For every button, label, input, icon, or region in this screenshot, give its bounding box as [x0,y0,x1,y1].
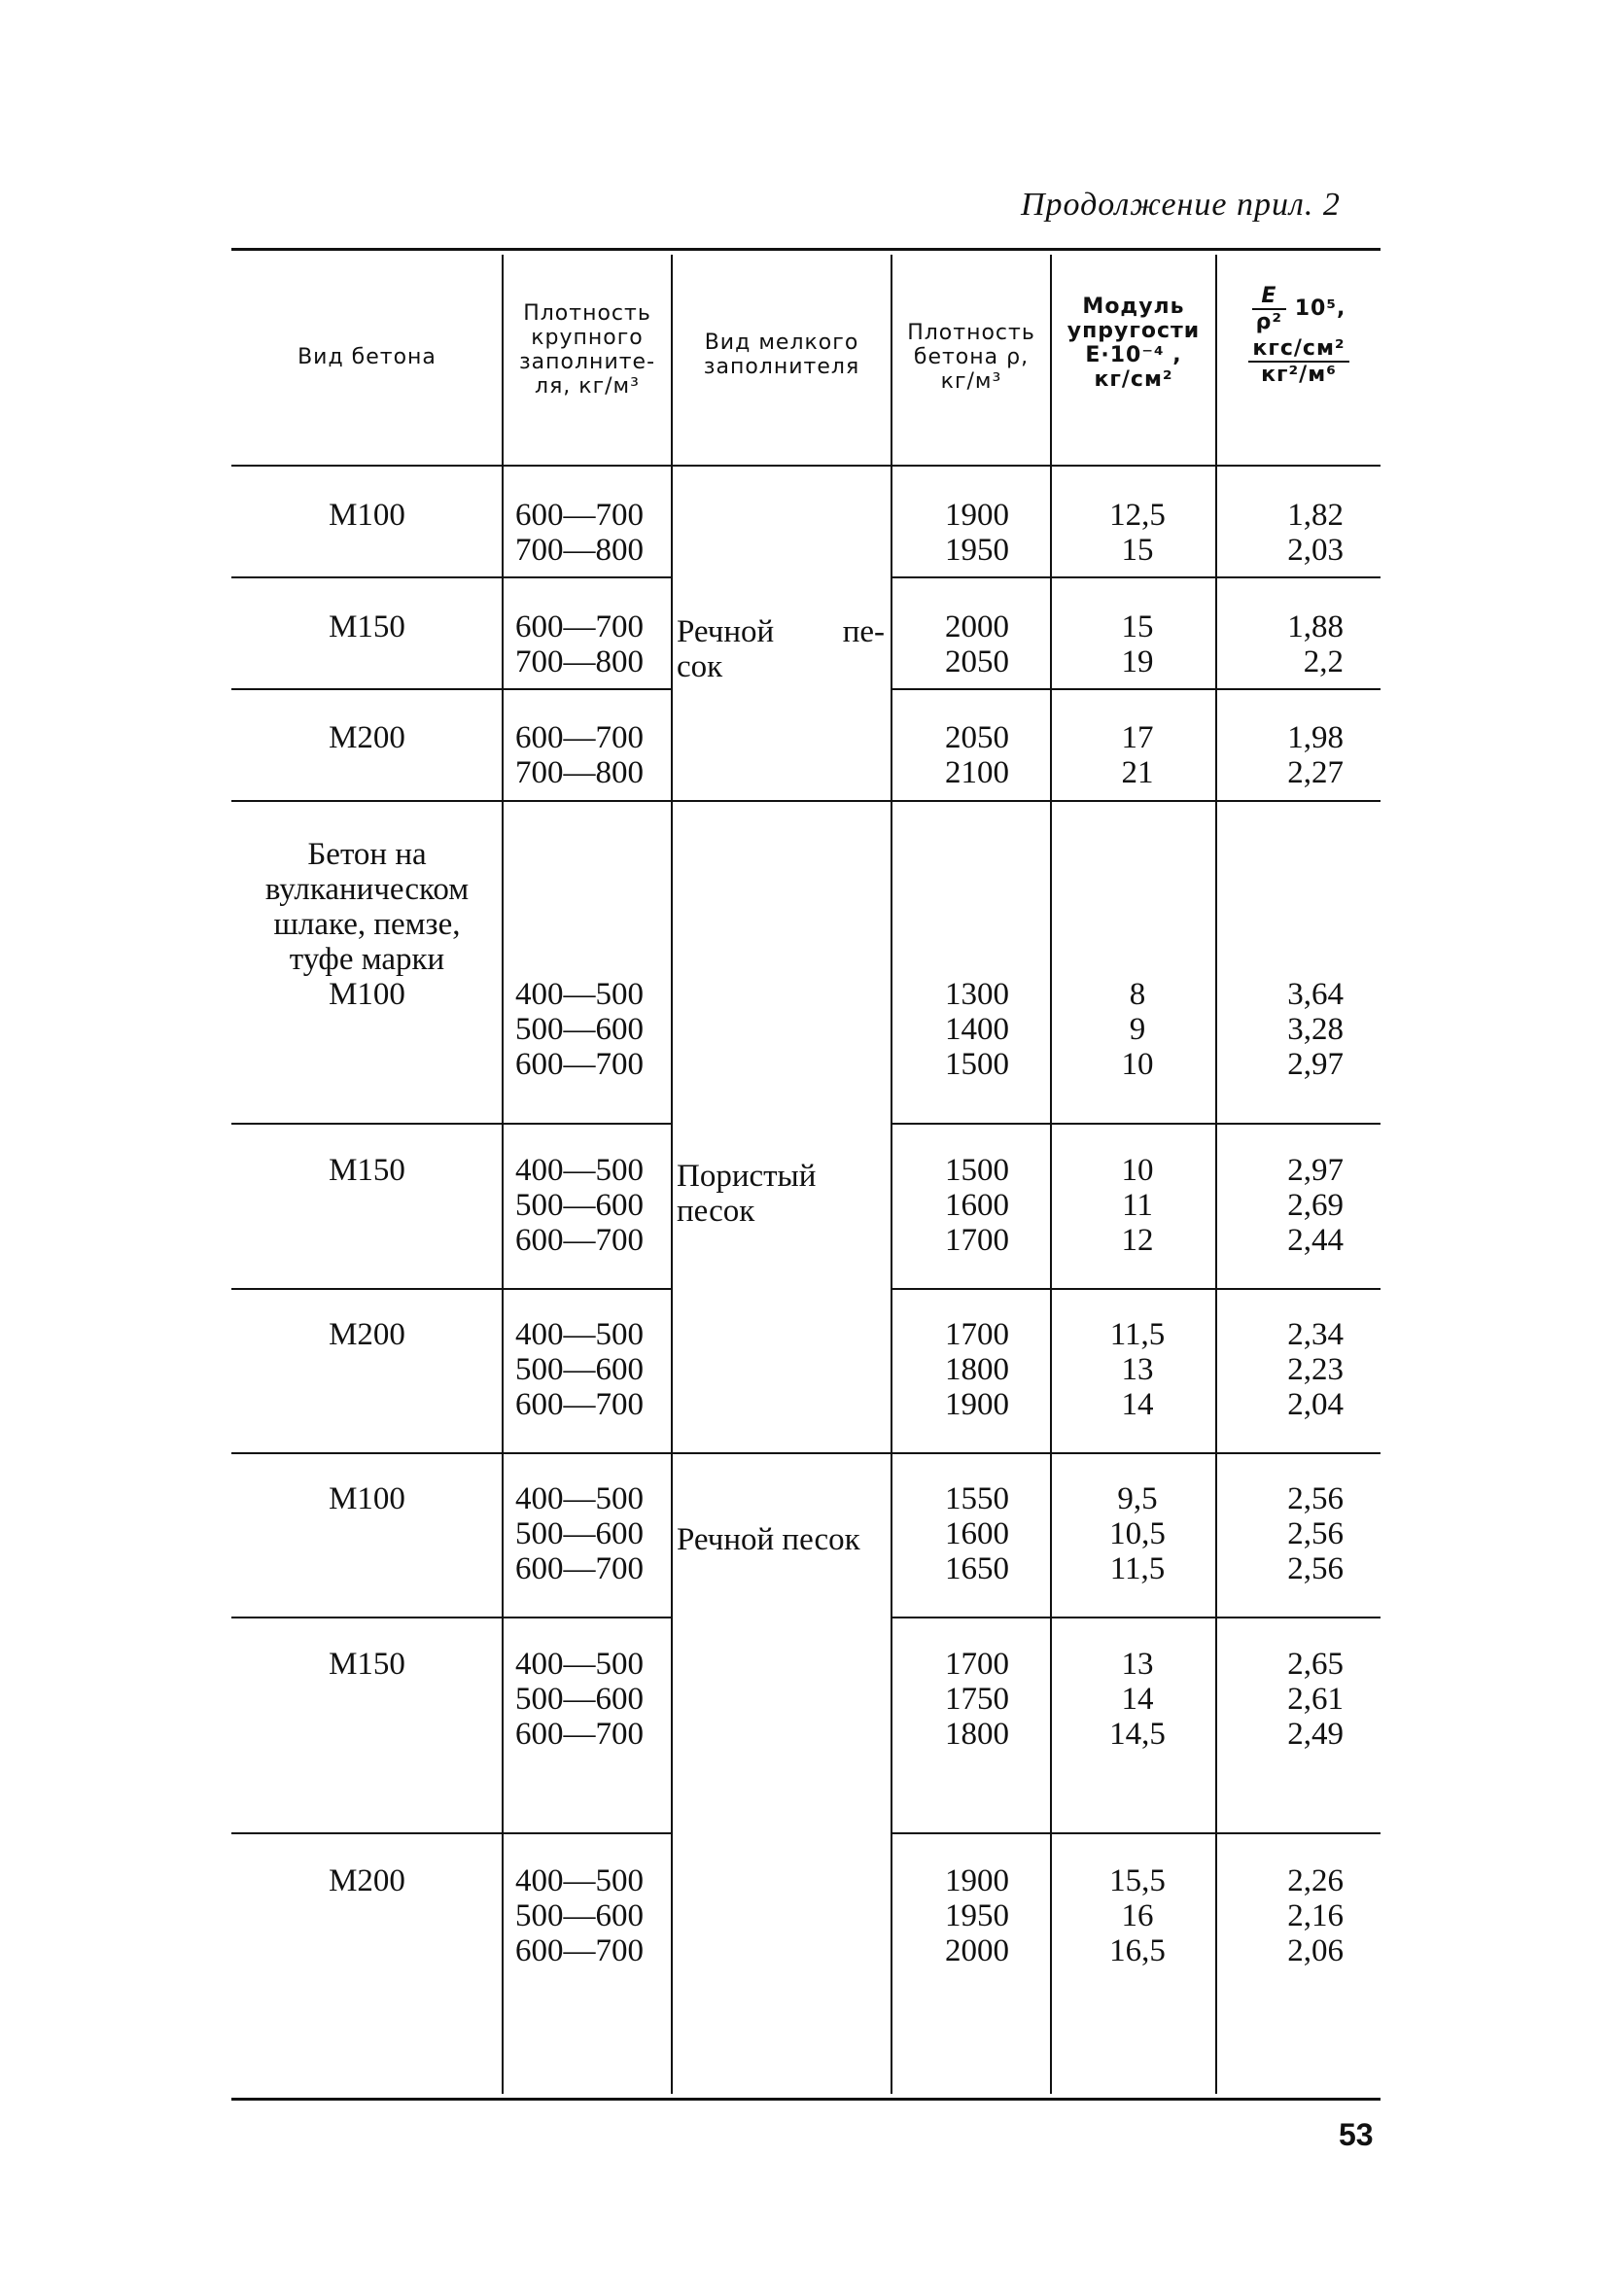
cell-grade [233,498,501,533]
modulus-line: 13 [1121,1352,1154,1387]
cell-modulus [1079,1317,1196,1422]
row-rule [891,1617,1381,1618]
density-line: 1900 [945,1387,1009,1422]
modulus-line: 21 [1121,755,1154,790]
coarse-line: 700—800 [515,644,644,679]
density-line: 1400 [945,1012,1009,1047]
cell-ratio [1217,1317,1344,1422]
cell-grade [233,837,501,1012]
header-modulus: Модуль упругости E·10⁻⁴ , кг/см² [1066,295,1201,392]
modulus-line: 10 [1121,1153,1154,1188]
cell-ratio [1217,1481,1344,1586]
modulus-line: 9 [1129,1012,1146,1047]
table-top-rule [231,248,1381,251]
cell-ratio [1217,1647,1344,1752]
cell-ratio [1217,609,1344,679]
coarse-line: 500—600 [515,1516,644,1551]
cell-ratio [1217,977,1344,1082]
modulus-line: 10 [1121,1047,1154,1082]
cell-grade [233,1647,501,1682]
row-rule [891,1288,1381,1290]
cell-coarse [515,720,671,790]
column-rule [502,255,504,2094]
grade-line: М100 [329,977,405,1012]
row-rule [231,576,671,578]
ratio-line: 2,2 [1303,644,1344,679]
row-rule [891,576,1381,578]
cell-modulus [1079,977,1196,1082]
cell-ratio [1217,1863,1344,1968]
header-concrete-type: Вид бетона [297,345,437,369]
coarse-line: 500—600 [515,1012,644,1047]
ratio-line: 2,44 [1287,1223,1344,1258]
modulus-line: 9,5 [1117,1481,1158,1516]
cell-modulus [1079,1647,1196,1752]
density-line: 1950 [945,1898,1009,1933]
ratio-line: 2,61 [1287,1682,1344,1717]
modulus-line: 14,5 [1109,1717,1166,1752]
cell-coarse [515,1481,671,1586]
cell-coarse [515,498,671,568]
page-number: 53 [1339,2117,1374,2152]
coarse-line: 400—500 [515,1863,644,1898]
density-line: 2050 [945,644,1009,679]
density-line: 1700 [945,1223,1009,1258]
row-rule [231,1123,671,1125]
modulus-line: 13 [1121,1647,1154,1682]
modulus-line: 14 [1121,1387,1154,1422]
grade-line: вулканическом [264,872,470,907]
density-line: 2050 [945,720,1009,755]
cell-density [892,1647,1009,1752]
cell-density [892,1863,1009,1968]
grade-line: туфе марки [289,942,445,977]
cell-grade [233,1481,501,1516]
ratio-line: 2,16 [1287,1898,1344,1933]
density-line: 1550 [945,1481,1009,1516]
ratio-line: 1,98 [1287,720,1344,755]
header-coarse-density: Плотность крупного заполните- ля, кг/м³ [518,301,656,399]
coarse-line: 400—500 [515,1647,644,1682]
grade-line: М200 [329,1863,405,1898]
coarse-line: 400—500 [515,1481,644,1516]
cell-grade [233,1317,501,1352]
density-line: 1700 [945,1317,1009,1352]
density-line: 1600 [945,1516,1009,1551]
coarse-line: 600—700 [515,1047,644,1082]
row-rule [891,1123,1381,1125]
ratio-line: 2,34 [1287,1317,1344,1352]
row-rule [231,1617,671,1618]
ratio-line: 2,27 [1287,755,1344,790]
modulus-line: 19 [1121,644,1154,679]
cell-modulus [1079,720,1196,790]
density-line: 1600 [945,1188,1009,1223]
coarse-line: 600—700 [515,498,644,533]
row-rule [231,688,671,690]
continuation-note: Продолжение прил. 2 [1021,187,1341,223]
ratio-line: 2,97 [1287,1153,1344,1188]
fine-aggregate-river-sand: Речной песок [677,1522,860,1557]
coarse-line: 600—700 [515,1933,644,1968]
density-line: 2100 [945,755,1009,790]
cell-density [892,498,1009,568]
modulus-line: 16,5 [1109,1933,1166,1968]
density-line: 1500 [945,1153,1009,1188]
grade-line: М150 [329,1647,405,1682]
grade-line: М200 [329,720,405,755]
cell-density [892,977,1009,1082]
header-ratio [1217,284,1381,387]
coarse-line: 600—700 [515,1551,644,1586]
coarse-line: 600—700 [515,1717,644,1752]
header-fine-aggregate: Вид мелкого заполнителя [703,330,860,379]
ratio-line: 2,56 [1287,1551,1344,1586]
density-line: 1900 [945,498,1009,533]
cell-ratio [1217,498,1344,568]
grade-line: шлаке, пемзе, [273,907,461,942]
row-rule [891,1832,1381,1834]
density-line: 1950 [945,533,1009,568]
modulus-line: 12,5 [1109,498,1166,533]
cell-modulus [1079,1153,1196,1258]
coarse-line: 600—700 [515,1223,644,1258]
modulus-line: 11,5 [1109,1317,1166,1352]
modulus-line: 12 [1121,1223,1154,1258]
cell-grade [233,720,501,755]
modulus-line: 11,5 [1109,1551,1166,1586]
ratio-line: 1,88 [1287,609,1344,644]
density-line: 1900 [945,1863,1009,1898]
coarse-line: 500—600 [515,1188,644,1223]
modulus-line: 15 [1121,609,1154,644]
ratio-unit: $\frac{\text{кгс/см²}}{\text{кг²/м⁶}}$ [1248,336,1348,387]
header-concrete-density: Плотность бетона ρ, кг/м³ [907,321,1035,394]
ratio-line: 2,69 [1287,1188,1344,1223]
modulus-line: 15,5 [1109,1863,1166,1898]
cell-coarse [515,1863,671,1968]
cell-density [892,609,1009,679]
cell-coarse [515,1647,671,1752]
density-line: 1800 [945,1717,1009,1752]
cell-modulus [1079,1481,1196,1586]
modulus-line: 11 [1122,1188,1153,1223]
density-line: 1750 [945,1682,1009,1717]
fine-aggregate-porous-sand: Пористый песок [677,1159,817,1229]
coarse-line: 500—600 [515,1352,644,1387]
header-bottom-rule [231,465,1381,467]
grade-line: М200 [329,1317,405,1352]
ratio-line: 2,23 [1287,1352,1344,1387]
group-rule [231,1452,1381,1454]
density-line: 2000 [945,609,1009,644]
coarse-line: 700—800 [515,755,644,790]
cell-modulus [1079,1863,1196,1968]
cell-grade [233,1153,501,1188]
coarse-line: 600—700 [515,1387,644,1422]
modulus-line: 16 [1121,1898,1154,1933]
ratio-line: 2,56 [1287,1516,1344,1551]
cell-coarse [515,609,671,679]
coarse-line: 400—500 [515,1153,644,1188]
density-line: 1500 [945,1047,1009,1082]
grade-line: М100 [329,498,405,533]
cell-ratio [1217,1153,1344,1258]
ratio-line: 2,04 [1287,1387,1344,1422]
modulus-line: 8 [1129,977,1146,1012]
modulus-line: 10,5 [1109,1516,1166,1551]
density-line: 1650 [945,1551,1009,1586]
density-line: 1700 [945,1647,1009,1682]
ratio-line: 2,06 [1287,1933,1344,1968]
coarse-line: 600—700 [515,609,644,644]
coarse-line: 600—700 [515,720,644,755]
ratio-line: 2,56 [1287,1481,1344,1516]
cell-coarse [515,1153,671,1258]
coarse-line: 700—800 [515,533,644,568]
ratio-line: 3,64 [1287,977,1344,1012]
ratio-fraction: $\frac{E}{\text{ρ²}}$ 10⁵, [1217,284,1381,334]
group-rule [231,800,1381,802]
grade-line: М150 [329,609,405,644]
ratio-line: 2,26 [1287,1863,1344,1898]
density-line: 2000 [945,1933,1009,1968]
modulus-line: 15 [1121,533,1154,568]
fine-aggregate-river-sand-split: Речной пе- сок [677,614,885,684]
column-rule [671,255,673,2094]
coarse-line: 400—500 [515,977,644,1012]
coarse-line: 500—600 [515,1682,644,1717]
modulus-line: 17 [1121,720,1154,755]
grade-line: М100 [329,1481,405,1516]
grade-line: М150 [329,1153,405,1188]
cell-density [892,720,1009,790]
cell-grade [233,609,501,644]
density-line: 1300 [945,977,1009,1012]
cell-coarse [515,977,671,1082]
cell-grade [233,1863,501,1898]
column-rule [1050,255,1052,2094]
ratio-line: 2,97 [1287,1047,1344,1082]
row-rule [231,1832,671,1834]
cell-modulus [1079,609,1196,679]
cell-ratio [1217,720,1344,790]
row-rule [231,1288,671,1290]
grade-line: Бетон на [307,837,427,872]
density-line: 1800 [945,1352,1009,1387]
row-rule [891,688,1381,690]
ratio-line: 2,65 [1287,1647,1344,1682]
ratio-line: 1,82 [1287,498,1344,533]
ratio-line: 2,03 [1287,533,1344,568]
ratio-line: 2,49 [1287,1717,1344,1752]
cell-density [892,1153,1009,1258]
modulus-line: 14 [1121,1682,1154,1717]
cell-density [892,1317,1009,1422]
cell-coarse [515,1317,671,1422]
cell-density [892,1481,1009,1586]
coarse-line: 500—600 [515,1898,644,1933]
ratio-line: 3,28 [1287,1012,1344,1047]
table-bottom-rule [231,2098,1381,2101]
coarse-line: 400—500 [515,1317,644,1352]
cell-modulus [1079,498,1196,568]
